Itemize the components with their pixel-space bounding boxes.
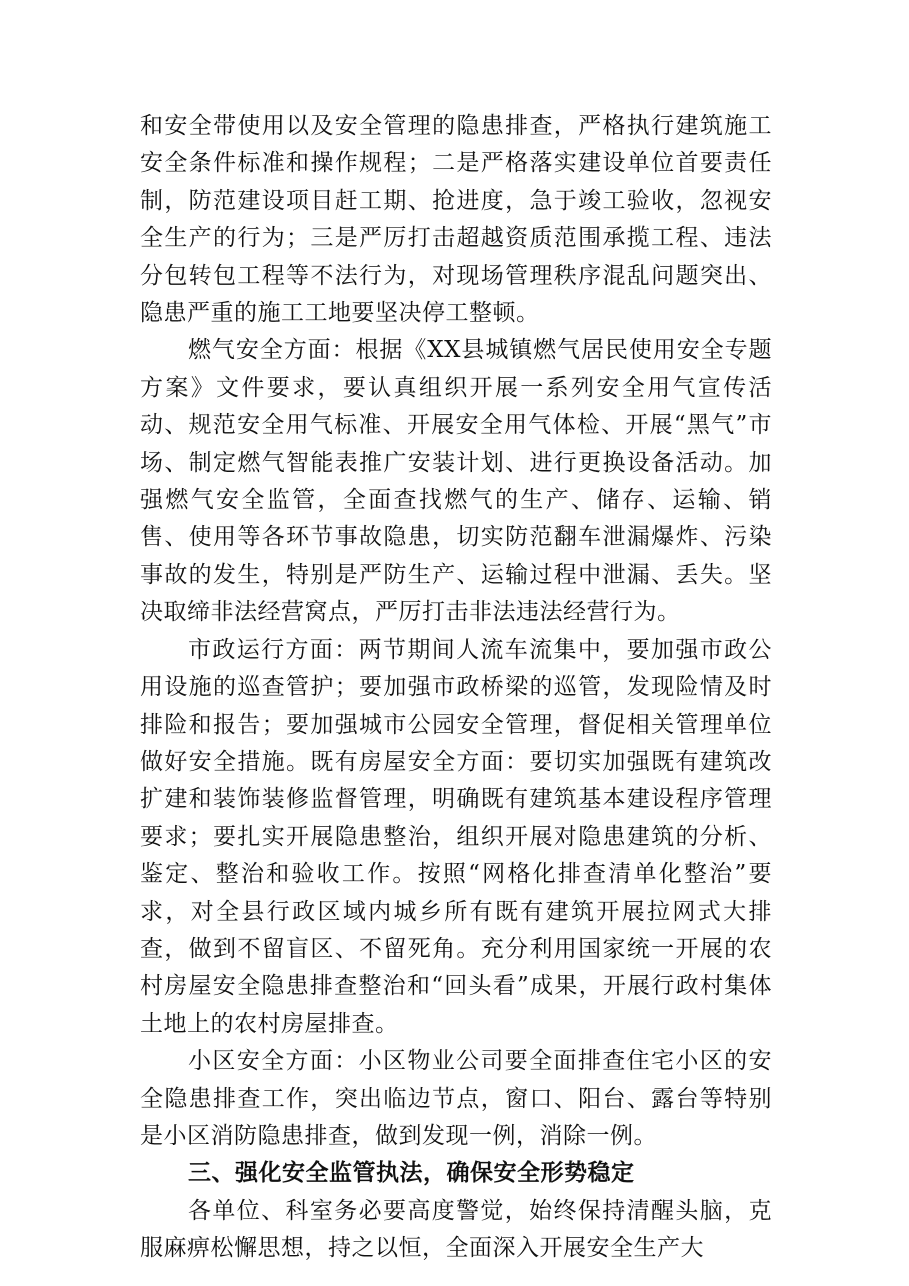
paragraph-supervision-enforcement: 各单位、科室务必要高度警觉，始终保持清醒头脑，克服麻痹松懈思想，持之以恒，全面深入开展安全生产大 [140,1197,772,1262]
section-heading-three: 三、强化安全监管执法，确保安全形势稳定 [188,1160,635,1187]
paragraph-construction-safety-continued: 和安全带使用以及安全管理的隐患排查，严格执行建筑施工安全条件标准和操作规程；二是严格落实建设单位首要责任制，防范建设项目赶工期、抢进度，急于竣工验收，忽视安全生产的行为；三是严厉打击超越资质范围承揽工程、违法分包转包工程等不法行为，对现场管理秩序混乱问题突出、隐患严重的施工工地要坚决停工整顿。 [140,113,772,327]
document-body [140,108,772,1268]
paragraph-residential-community-safety: 小区安全方面：小区物业公司要全面排查住宅小区的安全隐患排查工作，突出临边节点，窗口、阳台、露台等特别是小区消防隐患排查，做到发现一例，消除一例。 [140,1048,772,1149]
paragraph-gas-safety: 燃气安全方面：根据《XX县城镇燃气居民使用安全专题方案》文件要求，要认真组织开展一系列安全用气宣传活动、规范安全用气标准、开展安全用气体检、开展“黑气”市场、制定燃气智能表推广安装计划、进行更换设备活动。加强燃气安全监管，全面查找燃气的生产、储存、运输、销售、使用等各环节事故隐患，切实防范翻车泄漏爆炸、污染事故的发生，特别是严防生产、运输过程中泄漏、丢失。坚决取缔非法经营窝点，严厉打击非法违法经营行为。 [140,337,772,626]
paragraph-municipal-operation: 市政运行方面：两节期间人流车流集中，要加强市政公用设施的巡查管护；要加强市政桥梁的巡管，发现险情及时排险和报告；要加强城市公园安全管理，督促相关管理单位做好安全措施。既有房屋安全方面：要切实加强既有建筑改扩建和装饰装修监督管理，明确既有建筑基本建设程序管理要求；要扎实开展隐患整治，组织开展对隐患建筑的分析、鉴定、整治和验收工作。按照“网格化排查清单化整治”要求，对全县行政区域内城乡所有既有建筑开展拉网式大排查，做到不留盲区、不留死角。充分利用国家统一开展的农村房屋安全隐患排查整治和“回头看”成果，开展行政村集体土地上的农村房屋排查。 [140,636,772,1037]
